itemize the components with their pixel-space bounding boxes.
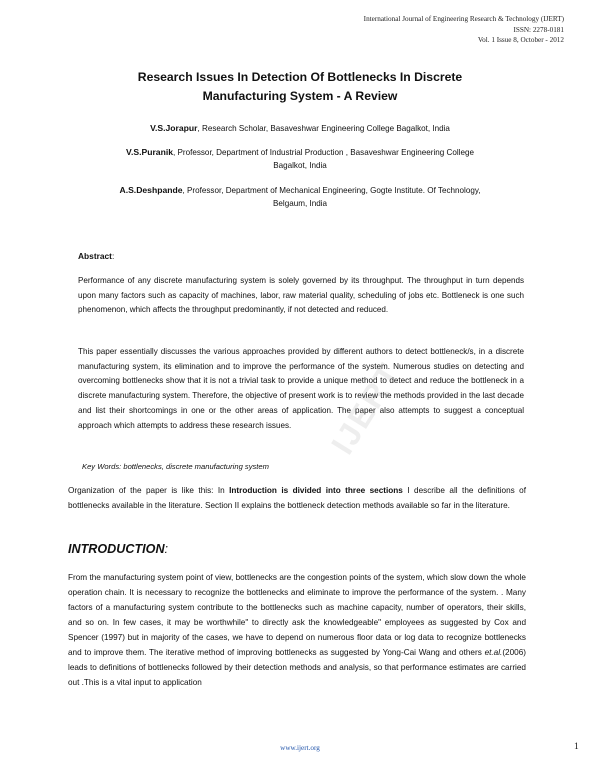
abstract-paragraph-2: This paper essentially discusses the various approaches provided by different authors to detect bottleneck/s, in a discrete manufacturing system, its elimination and to improve the performance of the system. Numerous studies on detecting and overcoming bottlenecks show that it is not a trivial task to provide a unique method to detect and reduce the bottleneck in a discrete manufacturing system. Therefore, the objective of present work is to review the methods provided in the last decade and list their shortcomings in one or the other areas of application. The paper also attempts to suggest a conceptual approach which attempts to address these research issues.	[78, 347, 524, 430]
watermark: IJERT	[323, 356, 408, 461]
keywords: Key Words: bottlenecks, discrete manufacturing system	[82, 462, 269, 471]
title-line-2: Manufacturing System - A Review	[202, 89, 398, 103]
journal-name: International Journal of Engineering Research & Technology (IJERT)	[363, 15, 564, 23]
footer-url[interactable]: www.ijert.org	[280, 744, 320, 752]
author-3-affiliation: , Professor, Department of Mechanical Engineering, Gogte Institute. Of Technology,	[182, 186, 481, 195]
author-1	[60, 122, 540, 135]
author-2-affiliation: , Professor, Department of Industrial Production , Basaveshwar Engineering College	[173, 148, 474, 157]
author-1-affiliation: , Research Scholar, Basaveshwar Engineering College Bagalkot, India	[197, 124, 450, 133]
author-3	[60, 184, 540, 210]
title-line-1: Research Issues In Detection Of Bottlenecks In Discrete	[137, 70, 463, 84]
journal-header	[364, 14, 564, 46]
author-2	[60, 146, 540, 172]
author-3-name: A.S.Deshpande	[119, 185, 183, 195]
paper-title	[0, 68, 600, 106]
introduction-body: From the manufacturing system point of view, bottlenecks are the congestion points of the system, which slow down the whole operation chain. It is necessary to recognize the bottlenecks and eliminate to improve the performance of the system. . Many factors of a manufacturing system contribute to the bottlenecks such as machine capacity, number of operators, their skills, and so on. In few cases, it may be worthwhile" to directly ask the knowledgeable" employees as suggested by Cox and Spencer (1997) but in majority of the cases, we have to depend on numerous floor data or log data to recognize bottlenecks and to improve them. The iterative method of improving bottlenecks as suggested by Yong-Cai Wang and others et.al.(2006) leads to definitions of bottlenecks followed by their detection methods and analysis, so that performance estimates are carried out .This is a vital input to application	[68, 573, 526, 687]
author-1-name: V.S.Jorapur	[150, 123, 198, 133]
abstract-paragraph-1: Performance of any discrete manufacturing system is solely governed by its throughput. The throughput in turn depends upon many factors such as capacity of machines, labor, raw material quality, scheduling of jobs etc. Bottleneck is one such phenomenon, which affects the throughput predominantly, if not detected and reduced.	[78, 276, 524, 315]
journal-issn: ISSN: 2278-0181	[513, 25, 564, 34]
author-3-affiliation-cont: Belgaum, India	[273, 199, 327, 208]
etal: et.al.	[484, 648, 503, 657]
introduction-heading: INTRODUCTION:	[68, 542, 169, 556]
organization-paragraph: Organization of the paper is like this: In Introduction is divided into three sections I describe all the definitions of bottlenecks available in the literature. Section II explains the bottleneck detection methods available so far in the literature.	[68, 486, 527, 510]
author-2-name: V.S.Puranik	[126, 147, 173, 157]
author-2-affiliation-cont: Bagalkot, India	[273, 161, 327, 170]
page-number: 1	[574, 742, 579, 752]
journal-volume: Vol. 1 Issue 8, October - 2012	[477, 36, 564, 44]
abstract-heading: Abstract:	[78, 251, 115, 261]
